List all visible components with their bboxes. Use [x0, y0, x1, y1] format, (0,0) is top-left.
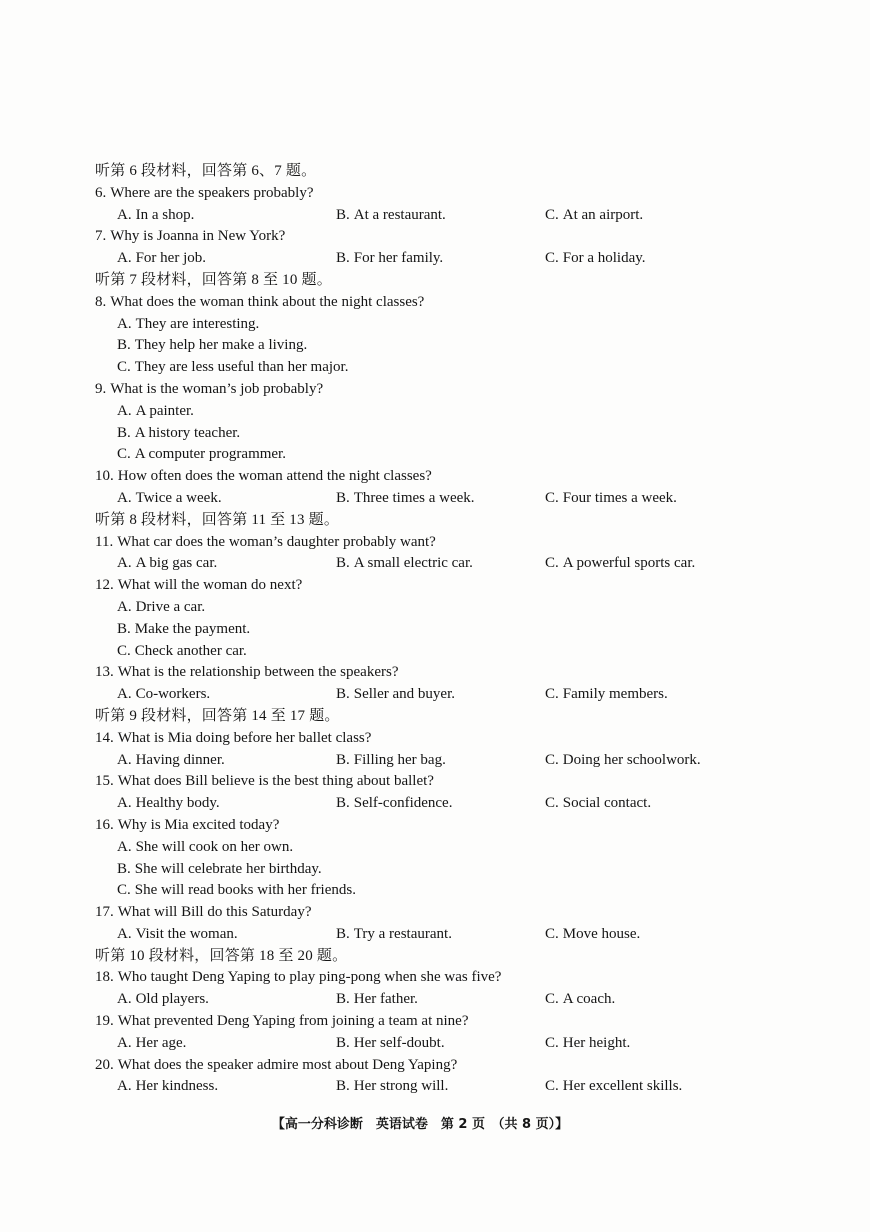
option-label: B.	[336, 555, 350, 572]
question-text: What is Mia doing before her ballet class?	[117, 729, 372, 746]
option-text: For her family.	[353, 250, 444, 267]
question-text: What prevented Deng Yaping from joining a team at nine?	[117, 1013, 469, 1030]
answer-option	[545, 1076, 682, 1098]
answer-option	[117, 248, 206, 270]
option-text: Visit the woman.	[135, 925, 238, 942]
option-text: Seller and buyer.	[353, 686, 455, 703]
answer-option	[336, 793, 452, 815]
answer-option	[117, 1033, 186, 1055]
option-row	[95, 750, 835, 772]
option-text: They help her make a living.	[134, 337, 308, 354]
option-row	[95, 1033, 835, 1055]
option-text: In a shop.	[135, 206, 195, 223]
option-text: She will celebrate her birthday.	[134, 860, 322, 877]
answer-option	[95, 597, 835, 619]
question-stem	[95, 1011, 835, 1033]
question-number: 16.	[95, 816, 114, 833]
question-text: What will Bill do this Saturday?	[117, 904, 312, 921]
option-text: Three times a week.	[353, 489, 475, 506]
option-row	[95, 248, 835, 270]
answer-option	[545, 793, 651, 815]
question-text: Why is Mia excited today?	[117, 816, 280, 833]
question-text: Who taught Deng Yaping to play ping-pong when she was five?	[117, 969, 502, 986]
answer-option	[336, 750, 446, 772]
option-text: A small electric car.	[353, 555, 473, 572]
option-row	[95, 924, 835, 946]
option-text: Her father.	[353, 991, 418, 1008]
answer-option	[95, 641, 835, 663]
option-text: Her height.	[562, 1034, 631, 1051]
answer-option	[117, 793, 220, 815]
option-label: C.	[117, 446, 131, 463]
answer-option	[336, 248, 443, 270]
option-label: C.	[545, 555, 559, 572]
option-label: A.	[117, 925, 132, 942]
answer-option	[117, 488, 222, 510]
option-label: A.	[117, 402, 132, 419]
answer-option	[545, 750, 701, 772]
answer-option	[95, 444, 835, 466]
answer-option	[95, 619, 835, 641]
option-text: For her job.	[135, 250, 207, 267]
option-row	[95, 553, 835, 575]
option-label: A.	[117, 250, 132, 267]
question-number: 19.	[95, 1013, 114, 1030]
question-number: 15.	[95, 773, 114, 790]
option-text: Her strong will.	[353, 1078, 449, 1095]
question-stem	[95, 967, 835, 989]
option-label: C.	[545, 489, 559, 506]
option-label: A.	[117, 489, 132, 506]
section-header: 听第 8 段材料，回答第 11 至 13 题。	[95, 511, 340, 528]
option-text: Co-workers.	[135, 686, 211, 703]
option-label: C.	[117, 642, 131, 659]
section-header: 听第 7 段材料，回答第 8 至 10 题。	[95, 271, 332, 288]
answer-option	[117, 750, 225, 772]
answer-option	[117, 924, 238, 946]
option-text: At an airport.	[562, 206, 644, 223]
option-text: Move house.	[562, 925, 641, 942]
answer-option	[545, 248, 646, 270]
question-number: 8.	[95, 293, 107, 310]
section-header: 听第 10 段材料，回答第 18 至 20 题。	[95, 947, 348, 964]
question-stem	[95, 575, 835, 597]
question-number: 11.	[95, 533, 114, 550]
answer-option	[545, 205, 643, 227]
question-number: 10.	[95, 468, 114, 485]
answer-option	[336, 488, 475, 510]
option-text: Her excellent skills.	[562, 1078, 683, 1095]
question-text: Where are the speakers probably?	[110, 184, 314, 201]
answer-option	[545, 488, 677, 510]
question-stem	[95, 1055, 835, 1077]
answer-option	[545, 924, 640, 946]
option-label: B.	[336, 686, 350, 703]
question-stem	[95, 815, 835, 837]
question-stem	[95, 771, 835, 793]
question-text: Why is Joanna in New York?	[110, 228, 286, 245]
answer-option	[117, 205, 194, 227]
option-text: They are less useful than her major.	[134, 359, 349, 376]
question-list	[95, 161, 835, 1098]
option-label: B.	[117, 860, 131, 877]
page-footer: 【高一分科诊断 英语试卷 第 2 页 （共 8 页）】	[271, 1117, 569, 1132]
answer-option	[117, 1076, 218, 1098]
answer-option	[336, 205, 446, 227]
option-label: C.	[545, 250, 559, 267]
question-number: 12.	[95, 577, 114, 594]
question-text: What will the woman do next?	[117, 577, 303, 594]
option-label: A.	[117, 315, 132, 332]
option-row	[95, 1076, 835, 1098]
option-label: A.	[117, 686, 132, 703]
option-text: Twice a week.	[135, 489, 222, 506]
question-stem	[95, 662, 835, 684]
question-number: 6.	[95, 184, 107, 201]
question-text: What is the relationship between the speakers?	[117, 664, 399, 681]
option-text: Healthy body.	[135, 795, 220, 812]
answer-option	[336, 1033, 445, 1055]
option-text: Having dinner.	[135, 751, 225, 768]
answer-option	[95, 423, 835, 445]
question-text: What is the woman’s job probably?	[110, 380, 324, 397]
option-text: A history teacher.	[134, 424, 241, 441]
option-text: Make the payment.	[134, 620, 251, 637]
option-label: C.	[545, 925, 559, 942]
section-header: 听第 6 段材料，回答第 6、7 题。	[95, 163, 317, 179]
option-text: Her kindness.	[135, 1078, 219, 1095]
answer-option	[95, 859, 835, 881]
answer-option	[95, 357, 835, 379]
answer-option	[95, 335, 835, 357]
answer-option	[336, 924, 452, 946]
question-text: What does the woman think about the night classes?	[110, 293, 425, 310]
question-stem	[95, 292, 835, 314]
option-text: A painter.	[135, 402, 194, 419]
option-label: C.	[545, 751, 559, 768]
option-label: A.	[117, 555, 132, 572]
section-header: 听第 9 段材料，回答第 14 至 17 题。	[95, 707, 340, 724]
question-number: 20.	[95, 1056, 114, 1073]
option-label: B.	[117, 620, 131, 637]
option-text: Family members.	[562, 686, 668, 703]
question-number: 9.	[95, 380, 107, 397]
option-row	[95, 488, 835, 510]
option-text: Self-confidence.	[353, 795, 453, 812]
option-label: A.	[117, 838, 132, 855]
option-label: B.	[336, 1034, 350, 1051]
option-row	[95, 684, 835, 706]
option-label: B.	[117, 424, 131, 441]
question-stem	[95, 226, 835, 248]
option-text: Check another car.	[134, 642, 247, 659]
answer-option	[336, 684, 455, 706]
answer-option	[117, 553, 217, 575]
answer-option	[117, 684, 210, 706]
question-stem	[95, 532, 835, 554]
option-label: A.	[117, 991, 132, 1008]
question-number: 14.	[95, 729, 114, 746]
option-text: Doing her schoolwork.	[562, 751, 701, 768]
option-text: For a holiday.	[562, 250, 646, 267]
option-label: A.	[117, 795, 132, 812]
option-label: C.	[545, 991, 559, 1008]
question-text: What does Bill believe is the best thing about ballet?	[117, 773, 434, 790]
option-label: B.	[336, 489, 350, 506]
question-stem	[95, 379, 835, 401]
option-label: C.	[545, 206, 559, 223]
answer-option	[95, 880, 835, 902]
option-label: A.	[117, 1034, 132, 1051]
question-number: 17.	[95, 904, 114, 921]
option-row	[95, 989, 835, 1011]
option-text: They are interesting.	[135, 315, 260, 332]
option-text: A powerful sports car.	[562, 555, 696, 572]
question-text: How often does the woman attend the night classes?	[117, 468, 432, 485]
option-label: B.	[336, 991, 350, 1008]
answer-option	[95, 837, 835, 859]
option-text: She will read books with her friends.	[134, 882, 356, 899]
option-text: A big gas car.	[135, 555, 218, 572]
option-label: A.	[117, 598, 132, 615]
option-label: A.	[117, 206, 132, 223]
answer-option	[545, 1033, 630, 1055]
option-label: C.	[545, 1078, 559, 1095]
question-stem	[95, 728, 835, 750]
option-label: B.	[336, 206, 350, 223]
answer-option	[95, 401, 835, 423]
question-stem	[95, 466, 835, 488]
question-stem	[95, 183, 835, 205]
question-text: What does the speaker admire most about Deng Yaping?	[117, 1056, 458, 1073]
option-row	[95, 205, 835, 227]
option-label: A.	[117, 751, 132, 768]
question-text: What car does the woman’s daughter probably want?	[117, 533, 436, 550]
option-text: A computer programmer.	[134, 446, 286, 463]
option-text: Her age.	[135, 1034, 187, 1051]
question-stem	[95, 902, 835, 924]
option-label: C.	[545, 1034, 559, 1051]
option-text: She will cook on her own.	[135, 838, 294, 855]
option-label: C.	[117, 882, 131, 899]
option-label: A.	[117, 1078, 132, 1095]
answer-option	[545, 684, 668, 706]
answer-option	[545, 989, 615, 1011]
question-number: 13.	[95, 664, 114, 681]
option-label: C.	[545, 795, 559, 812]
option-label: B.	[336, 751, 350, 768]
answer-option	[336, 989, 418, 1011]
option-text: Filling her bag.	[353, 751, 446, 768]
option-label: B.	[336, 1078, 350, 1095]
option-text: Social contact.	[562, 795, 652, 812]
option-text: Drive a car.	[135, 598, 206, 615]
question-number: 7.	[95, 228, 107, 245]
option-row	[95, 793, 835, 815]
option-text: Four times a week.	[562, 489, 677, 506]
option-label: B.	[336, 250, 350, 267]
answer-option	[336, 553, 473, 575]
option-text: Her self-doubt.	[353, 1034, 445, 1051]
answer-option	[336, 1076, 448, 1098]
option-text: A coach.	[562, 991, 616, 1008]
question-number: 18.	[95, 969, 114, 986]
option-label: B.	[336, 925, 350, 942]
answer-option	[117, 989, 209, 1011]
answer-option	[95, 314, 835, 336]
option-text: Old players.	[135, 991, 209, 1008]
option-text: At a restaurant.	[353, 206, 446, 223]
option-label: B.	[336, 795, 350, 812]
answer-option	[545, 553, 695, 575]
option-text: Try a restaurant.	[353, 925, 452, 942]
option-label: B.	[117, 337, 131, 354]
option-label: C.	[117, 359, 131, 376]
option-label: C.	[545, 686, 559, 703]
